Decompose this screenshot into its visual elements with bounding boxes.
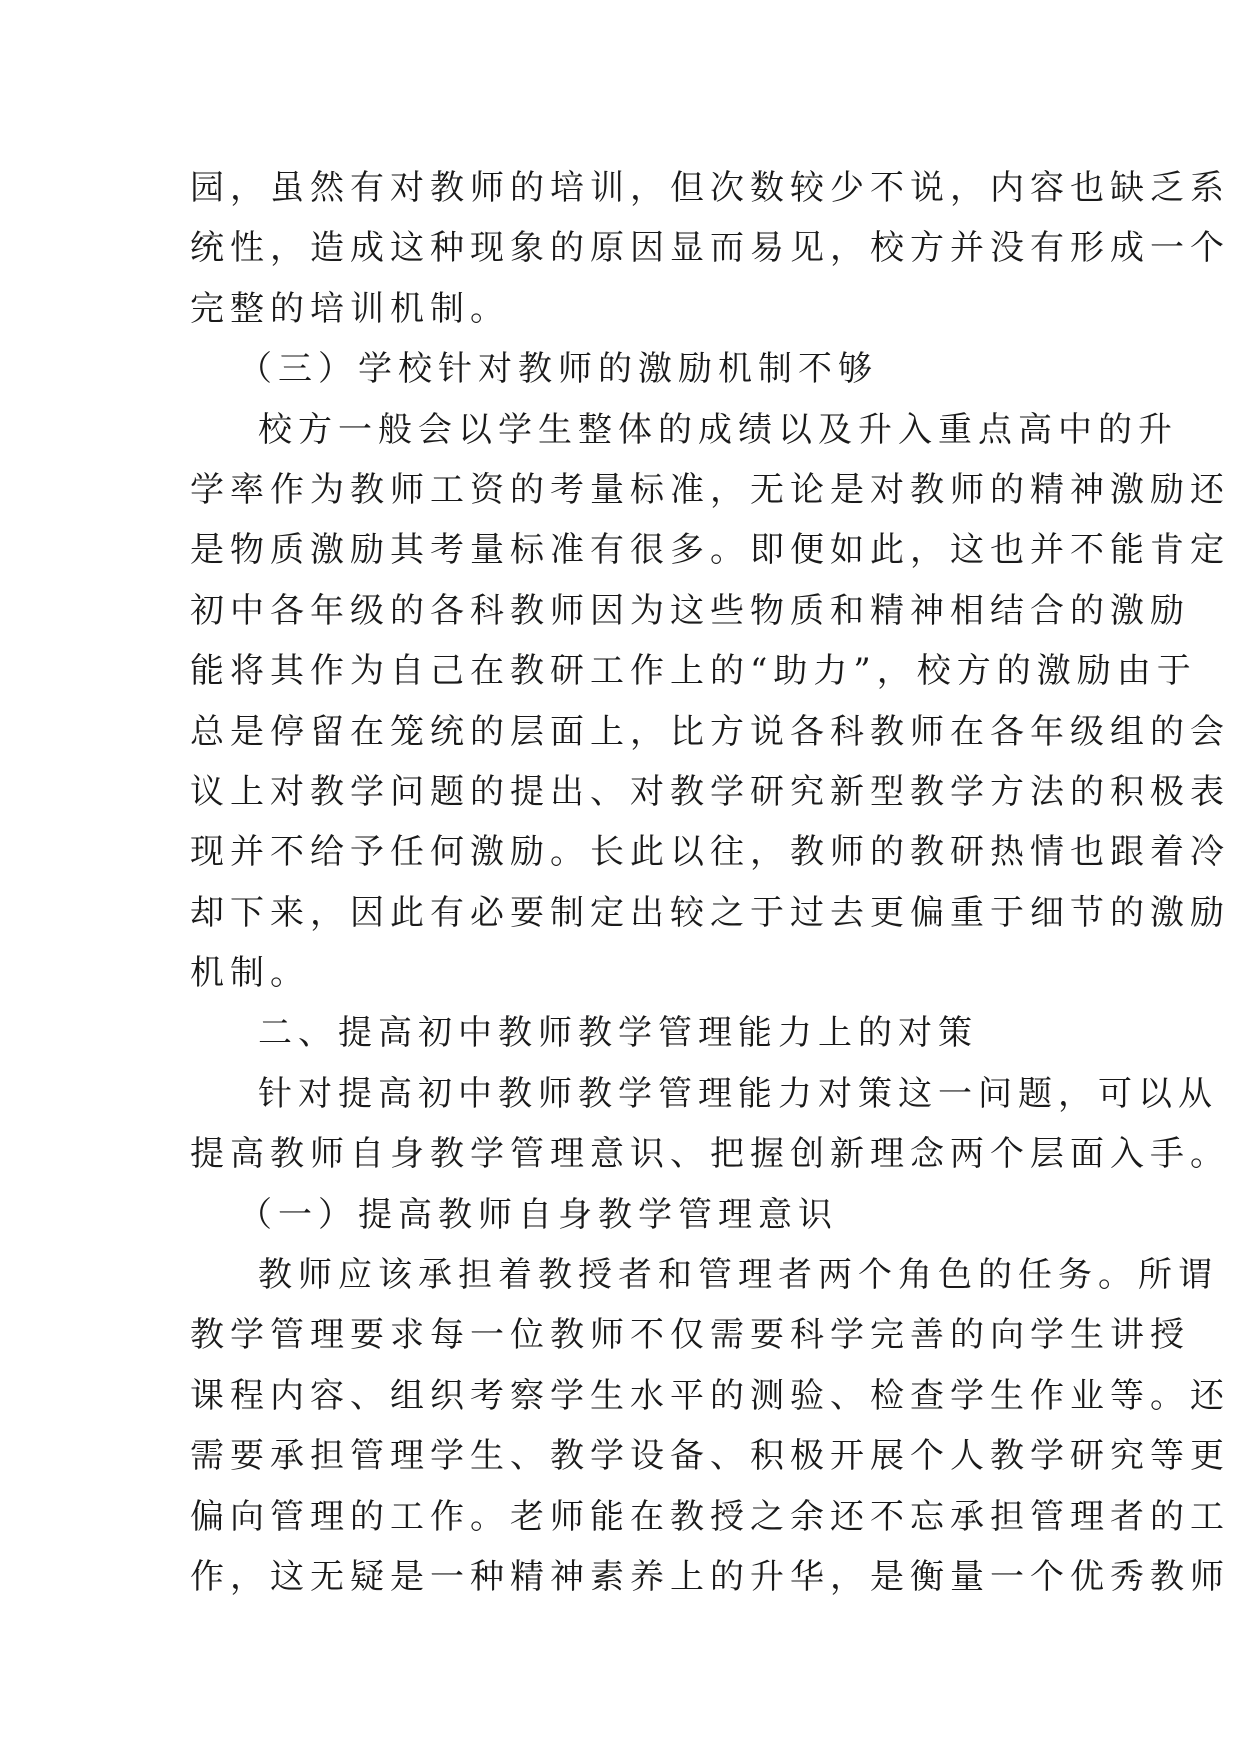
- text-line: 课程内容、组织考察学生水平的测验、检查学生作业等。还: [190, 1375, 1230, 1416]
- paragraph-start: 针对提高初中教师教学管理能力对策这一问题，可以从: [258, 1073, 1218, 1114]
- text-line: 议上对教学问题的提出、对教学研究新型教学方法的积极表: [190, 771, 1230, 812]
- text-line: 提高教师自身教学管理意识、把握创新理念两个层面入手。: [190, 1134, 1230, 1175]
- text-line: 作，这无疑是一种精神素养上的升华，是衡量一个优秀教师: [190, 1556, 1230, 1597]
- paragraph-start: 教师应该承担着教授者和管理者两个角色的任务。所谓: [258, 1255, 1218, 1296]
- text-line: 需要承担管理学生、教学设备、积极开展个人教学研究等更: [190, 1436, 1230, 1477]
- text-line: 统性，造成这种现象的原因显而易见，校方并没有形成一个: [190, 228, 1230, 269]
- text-line: 完整的培训机制。: [190, 288, 510, 329]
- text-line: 能将其作为自己在教研工作上的“助力”，校方的激励由于: [190, 651, 1197, 692]
- document-body: [190, 158, 1230, 1607]
- section-heading-1: （一）提高教师自身教学管理意识: [238, 1194, 838, 1235]
- text-line: 机制。: [190, 953, 310, 994]
- section-heading-2: 二、提高初中教师教学管理能力上的对策: [258, 1013, 978, 1054]
- text-line: 现并不给予任何激励。长此以往，教师的教研热情也跟着冷: [190, 832, 1230, 873]
- text-line: 是物质激励其考量标准有很多。即便如此，这也并不能肯定: [190, 530, 1230, 571]
- section-heading-3: （三）学校针对教师的激励机制不够: [238, 349, 878, 390]
- text-line: 初中各年级的各科教师因为这些物质和精神相结合的激励: [190, 590, 1190, 631]
- text-line: 教学管理要求每一位教师不仅需要科学完善的向学生讲授: [190, 1315, 1190, 1356]
- text-line: 却下来，因此有必要制定出较之于过去更偏重于细节的激励: [190, 892, 1230, 933]
- paragraph-start: 校方一般会以学生整体的成绩以及升入重点高中的升: [258, 409, 1178, 450]
- text-line: 总是停留在笼统的层面上，比方说各科教师在各年级组的会: [190, 711, 1230, 752]
- text-line: 学率作为教师工资的考量标准，无论是对教师的精神激励还: [190, 469, 1230, 510]
- text-line: 园，虽然有对教师的培训，但次数较少不说，内容也缺乏系: [190, 168, 1230, 208]
- text-line: 偏向管理的工作。老师能在教授之余还不忘承担管理者的工: [190, 1496, 1230, 1537]
